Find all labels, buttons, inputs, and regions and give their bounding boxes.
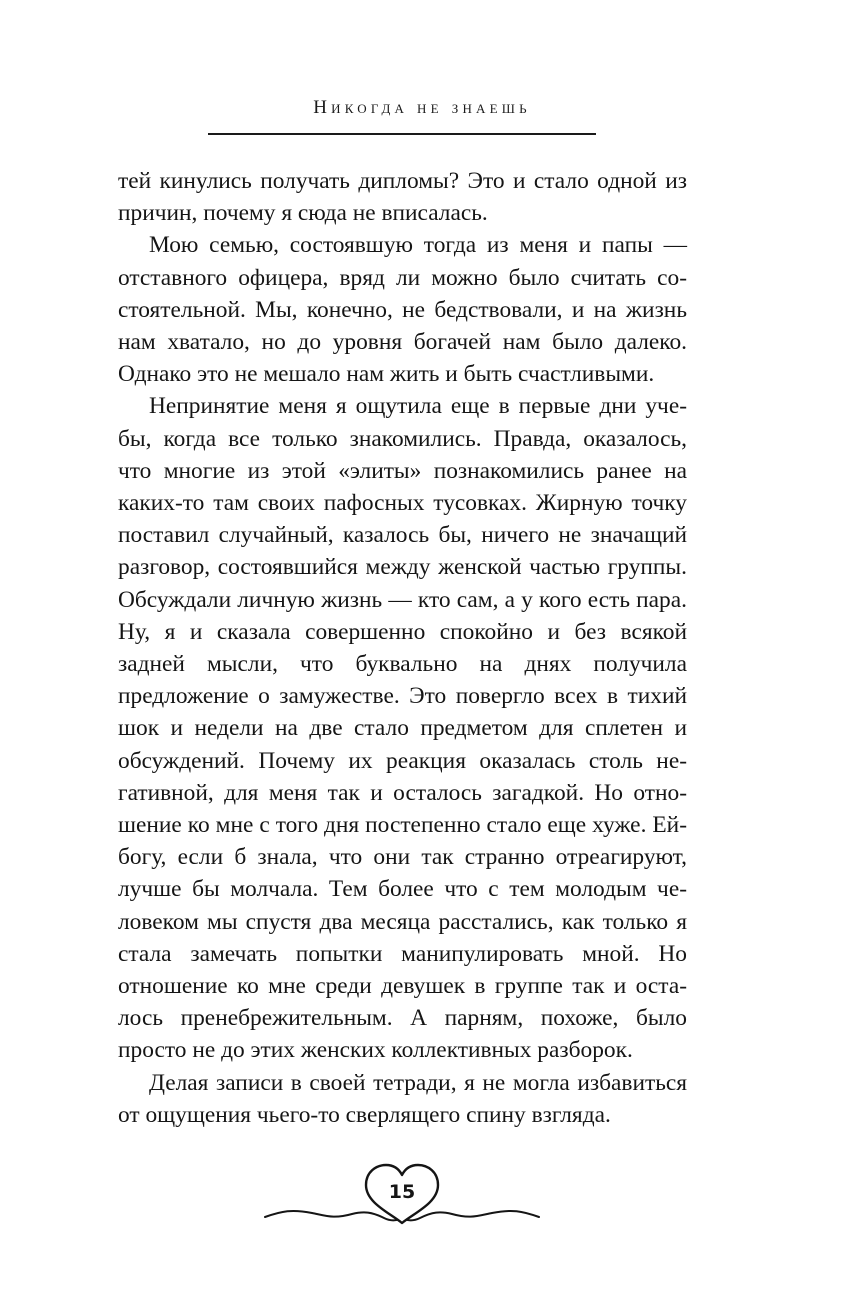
page-number: 15 bbox=[388, 1181, 416, 1203]
page-folio bbox=[262, 1155, 542, 1235]
body-text bbox=[118, 165, 687, 1131]
paragraph-3: Непринятие меня я ощутила еще в первые дни учебы, когда все только знакомились. Правда, оказалось, что многие из этой «элиты» познакомились ранее на каких-то там своих пафосных тусовках. Жирную точку поставил случайный, казалось бы, ничего не значащий разговор, состоявшийся между женской частью группы. Обсуждали личную жизнь — кто сам, а у кого есть пара. Ну, я и сказала совершенно спокойно и без всякой задней мысли, что буквально на днях получила предложение о замужестве. Это повергло всех в тихий шок и недели на две стало предметом для сплетен и обсуждений. Почему их реакция оказалась столь негативной, для меня так и осталось загадкой. Но отношение ко мне с того дня постепенно стало еще хуже. Ей-богу, если б знала, что они так странно отреагируют, лучше бы молчала. Тем более что с тем молодым человеком мы спустя два месяца расстались, как только я стала замечать попытки манипулировать мной. Но отношение ко мне среди девушек в группе так и осталось пренебрежительным. А парням, похоже, было просто не до этих женских коллективных разборок. bbox=[118, 393, 687, 1064]
paragraph-2: Мою семью, состоявшую тогда из меня и папы — отставного офицера, вряд ли можно было считать состоятельной. Мы, конечно, не бедствовали, и на жизнь нам хватало, но до уровня богачей нам было далеко. Однако это не мешало нам жить и быть счастливыми. bbox=[118, 232, 687, 388]
paragraph-4: Делая записи в своей тетради, я не могла избавиться от ощущения чьего-то сверлящего спину взгляда. bbox=[118, 1069, 687, 1128]
header-rule bbox=[208, 133, 596, 135]
paragraph-1: тей кинулись получать дипломы? Это и стало одной из причин, почему я сюда не вписалась. bbox=[118, 168, 687, 227]
running-header: Никогда не знаешь bbox=[313, 97, 531, 118]
